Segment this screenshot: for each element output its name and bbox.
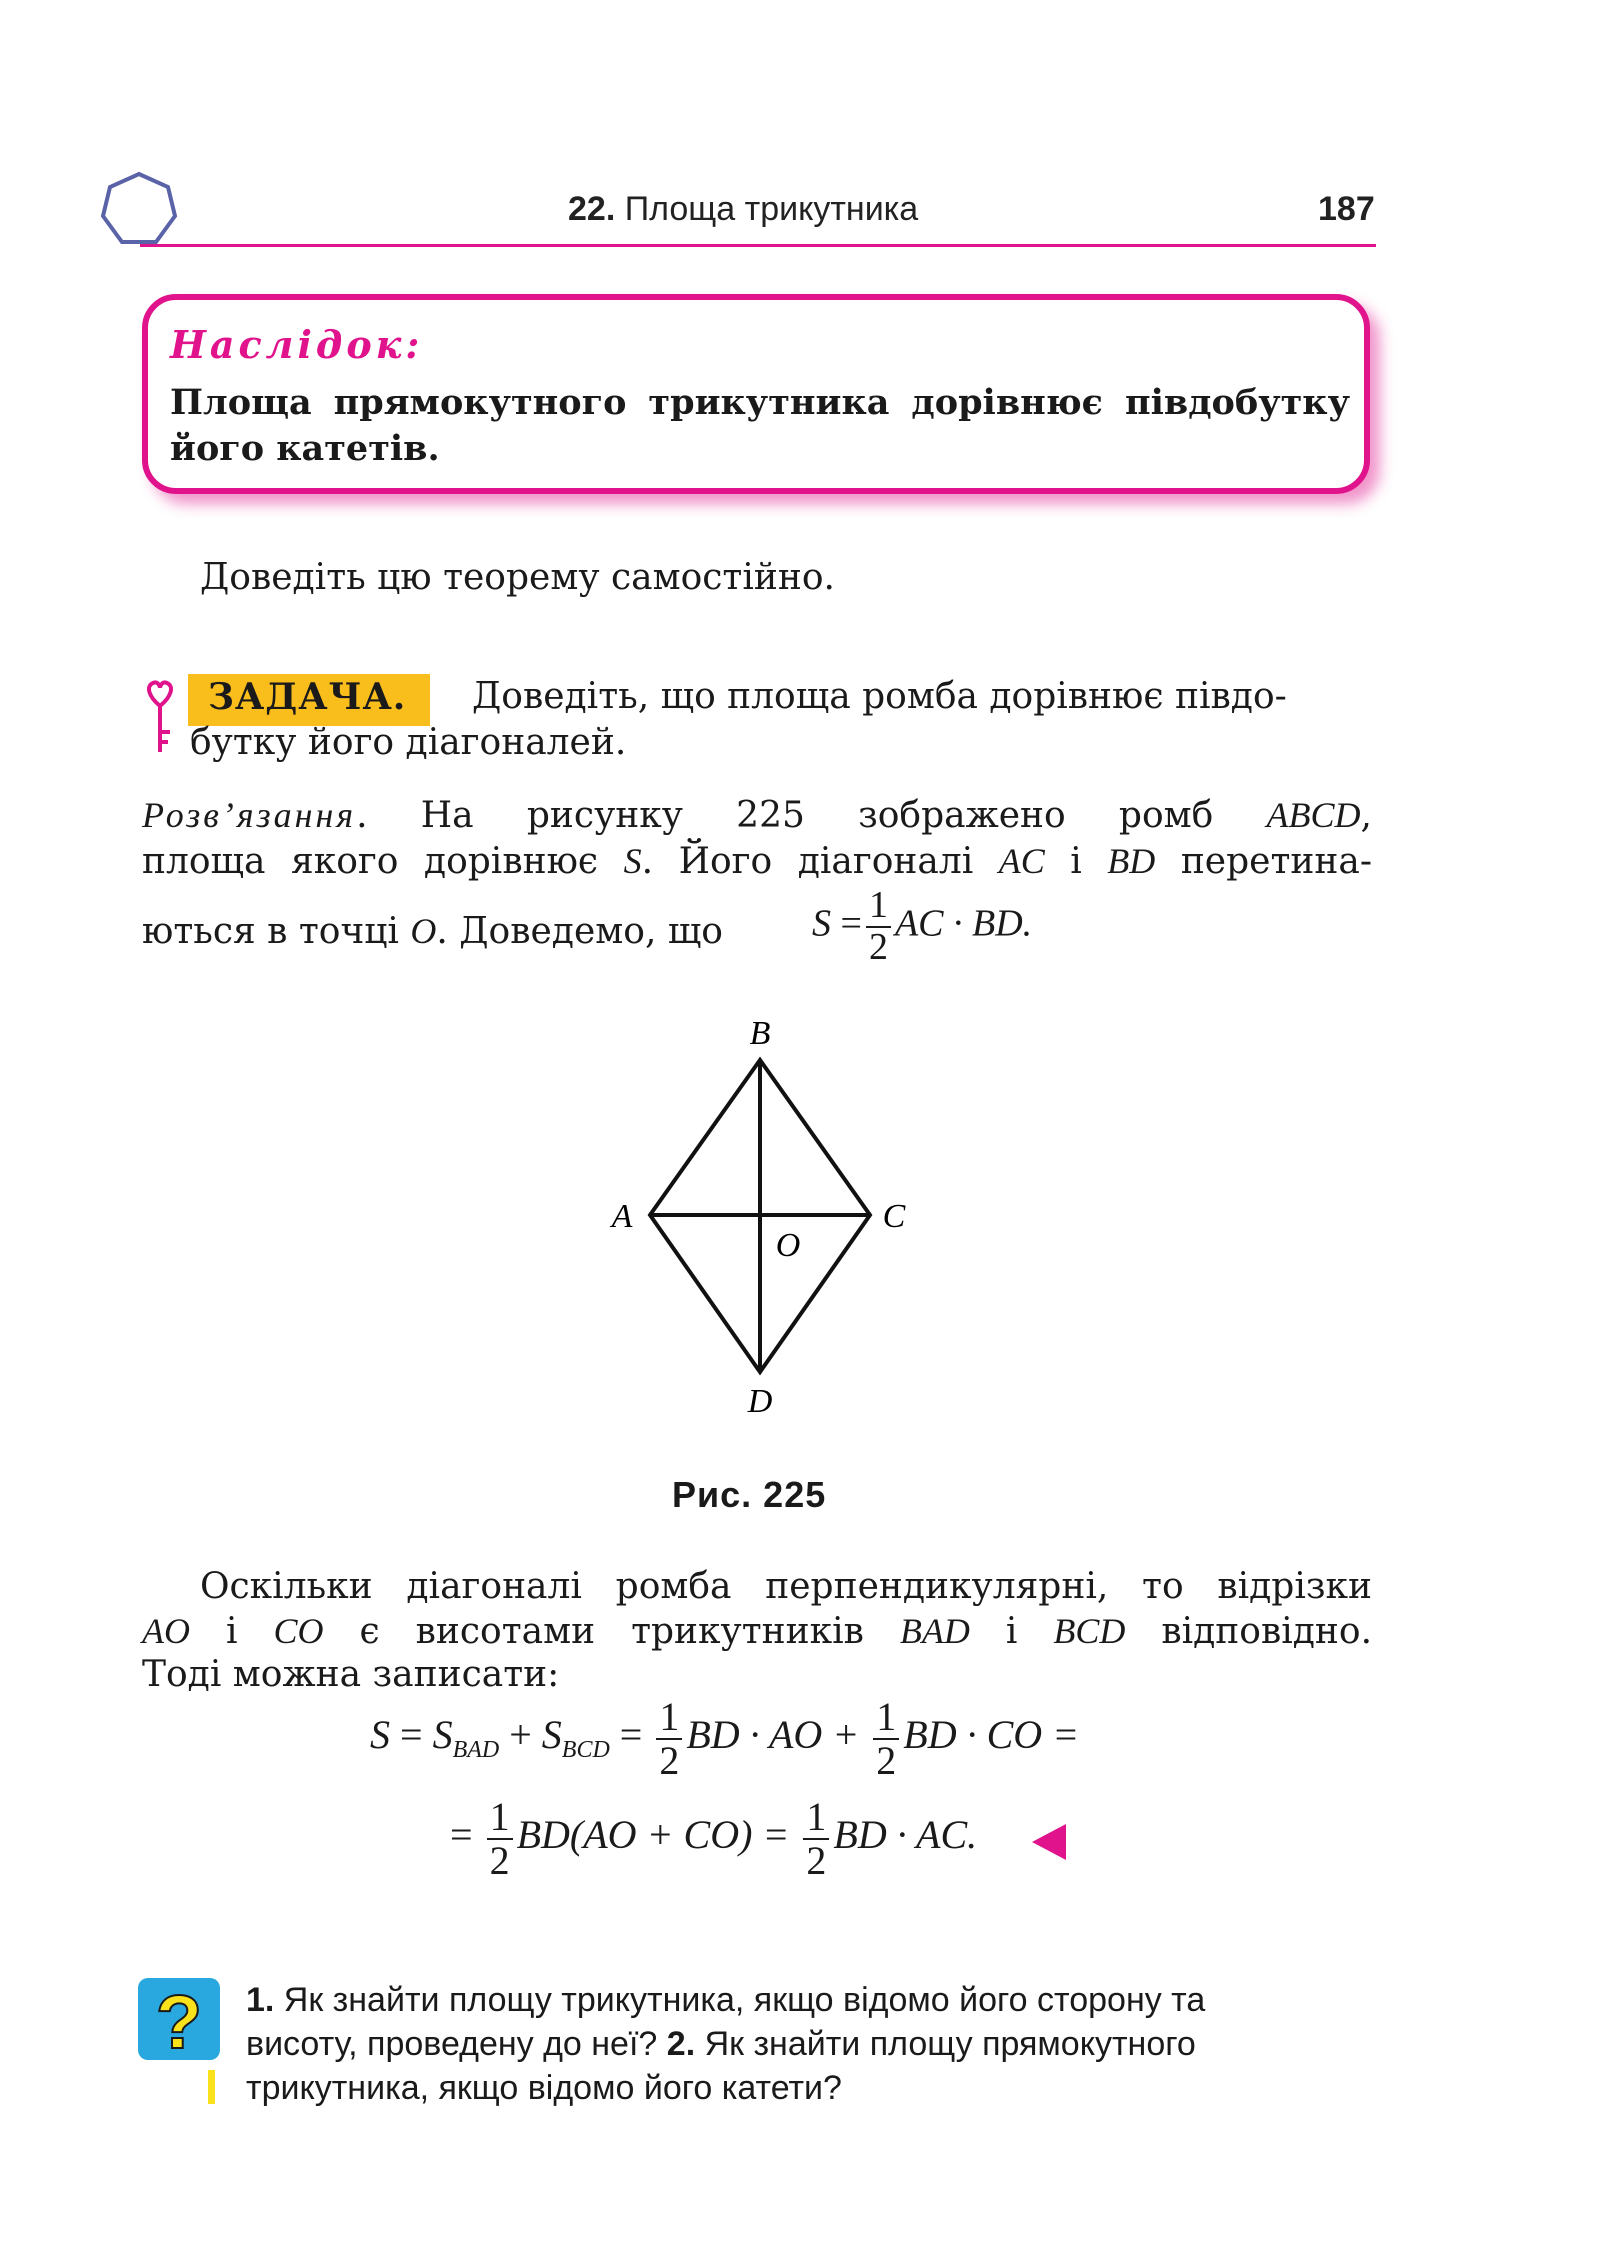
question-number: 1. xyxy=(246,1981,275,2019)
math-var: O xyxy=(410,911,437,951)
math-var: S xyxy=(541,1712,562,1758)
rhombus-figure xyxy=(580,1000,940,1430)
corollary-text: Площа прямокутного трикутника дорівнює півдобутку його катетів. xyxy=(170,382,1350,469)
vertex-label-c: C xyxy=(882,1198,906,1235)
vertex-label-a: A xyxy=(611,1198,633,1235)
heptagon-icon xyxy=(98,170,180,250)
task-text-line: Доведіть, що площа ромба дорівнює півдо- xyxy=(472,676,1287,717)
qed-triangle-icon xyxy=(1032,1824,1066,1860)
math-var: ABCD xyxy=(1266,795,1361,835)
math-op: = xyxy=(609,1712,653,1758)
math-var: S xyxy=(812,902,831,945)
math-op: + xyxy=(499,1712,542,1758)
math-var: BAD xyxy=(899,1611,970,1651)
math-expr: AC · BD. xyxy=(894,902,1033,945)
math-var: S xyxy=(623,841,642,881)
header-divider xyxy=(140,244,1376,247)
paragraph-line xyxy=(142,1610,1372,1652)
solution-line xyxy=(142,910,723,952)
paragraph-line: Оскільки діагоналі ромба перпендикулярні, то відрізки xyxy=(200,1566,1372,1607)
equation-line-1 xyxy=(370,1696,1079,1782)
corollary-label: Наслідок: xyxy=(170,322,424,367)
chapter-title xyxy=(568,190,918,229)
chapter-title-text: Площа трикутника xyxy=(624,190,919,228)
math-subscript: BCD xyxy=(561,1737,610,1764)
text-run: перетина- xyxy=(1155,841,1372,882)
math-var: CO xyxy=(273,1611,324,1651)
math-op: = xyxy=(390,1712,433,1758)
key-icon xyxy=(140,676,180,756)
question-mark-icon xyxy=(138,1978,220,2106)
svg-text:?: ? xyxy=(155,1980,203,2065)
math-subscript: BAD xyxy=(452,1737,500,1764)
math-var: S xyxy=(370,1712,390,1758)
vertex-label-d: D xyxy=(747,1383,773,1420)
fraction xyxy=(656,1696,682,1782)
math-expr: BD(AO + CO) = xyxy=(516,1812,800,1858)
fraction-numerator: 1 xyxy=(803,1796,829,1840)
figure-caption: Рис. 225 xyxy=(672,1474,827,1515)
text-run: площа якого дорівнює xyxy=(142,841,624,882)
math-var: S xyxy=(432,1712,453,1758)
math-expr: BD · CO = xyxy=(903,1712,1080,1758)
task-text-line: бутку його діагоналей. xyxy=(190,722,627,763)
math-var: AO xyxy=(142,1611,190,1651)
task-label: ЗАДАЧА. xyxy=(208,676,407,718)
math-var: BD xyxy=(1107,841,1156,881)
text-run: відповідно. xyxy=(1125,1611,1373,1652)
page-number: 187 xyxy=(1318,190,1375,228)
fraction xyxy=(866,886,891,968)
text-run: . На рисунку 225 зображено ромб xyxy=(356,795,1267,836)
question-text: висоту, проведену до неї? xyxy=(246,2025,667,2063)
fraction xyxy=(487,1796,513,1882)
area-formula xyxy=(812,886,1032,968)
question-line xyxy=(246,1978,1205,2022)
solution-label: Розв’язання xyxy=(142,795,357,835)
corollary-box xyxy=(142,294,1370,494)
fraction-numerator: 1 xyxy=(656,1696,682,1740)
math-var: AC xyxy=(998,841,1045,881)
text-run: і xyxy=(969,1611,1054,1652)
vertex-label-b: B xyxy=(749,1015,771,1052)
text-run: . Доведемо, що xyxy=(436,911,723,952)
solution-line xyxy=(142,794,1372,836)
math-expr: BD · AC. xyxy=(833,1812,978,1858)
question-number: 2. xyxy=(666,2025,696,2063)
text-run: ються в точці xyxy=(142,911,411,952)
text-run: і xyxy=(1044,841,1108,882)
question-text: Як знайти площу прямокутного xyxy=(695,2025,1196,2063)
fraction-numerator: 1 xyxy=(487,1796,513,1840)
paragraph-line: Тоді можна записати: xyxy=(142,1654,560,1695)
equation-line-2 xyxy=(450,1796,977,1882)
math-op: = xyxy=(831,902,862,945)
fraction-numerator: 1 xyxy=(866,886,891,928)
fraction-denominator: 2 xyxy=(868,925,888,968)
fraction xyxy=(873,1696,899,1782)
fraction-denominator: 2 xyxy=(806,1838,827,1883)
question-text: Як знайти площу трикутника, якщо відомо його сторону та xyxy=(274,1981,1206,2019)
question-line: трикутника, якщо відомо його катети? xyxy=(246,2069,842,2107)
fraction-numerator: 1 xyxy=(873,1696,899,1740)
question-line xyxy=(246,2022,1196,2066)
solution-line xyxy=(142,840,1372,882)
text-run: і xyxy=(190,1611,274,1652)
center-label-o: O xyxy=(775,1227,801,1264)
fraction xyxy=(803,1796,829,1882)
fraction-denominator: 2 xyxy=(489,1838,510,1883)
fraction-denominator: 2 xyxy=(876,1738,897,1783)
math-expr: BD · AO + xyxy=(686,1712,870,1758)
text-run: . Його діагоналі xyxy=(641,841,999,882)
math-op: = xyxy=(450,1812,483,1858)
text-run: є висотами трикутників xyxy=(323,1611,900,1652)
fraction-denominator: 2 xyxy=(659,1738,680,1783)
chapter-number: 22. xyxy=(568,190,616,228)
text-run: , xyxy=(1360,795,1372,836)
prove-yourself-text: Доведіть цю теорему самостійно. xyxy=(200,557,835,598)
math-var: BCD xyxy=(1053,1611,1126,1651)
